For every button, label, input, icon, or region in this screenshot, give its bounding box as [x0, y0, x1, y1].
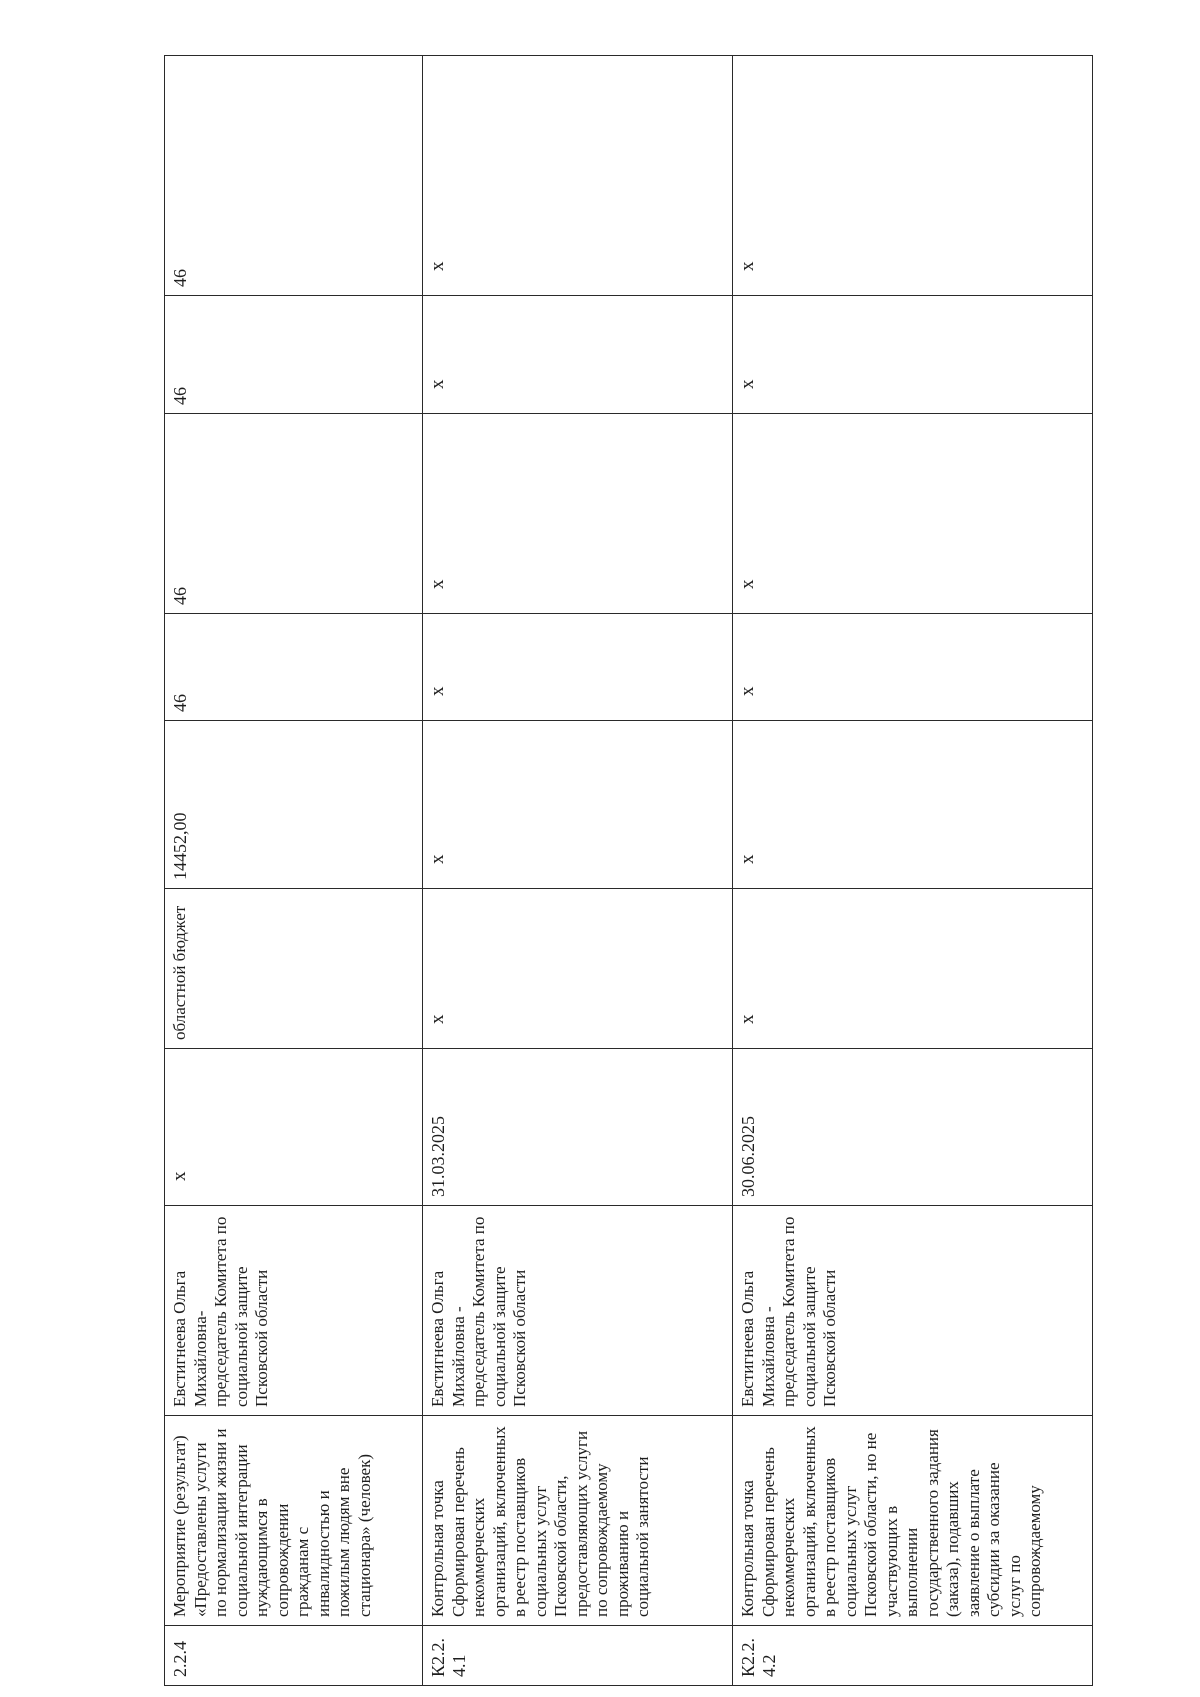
value-cell: x — [423, 56, 733, 296]
date-cell: 30.06.2025 — [733, 1049, 1093, 1206]
event-plan-table — [164, 55, 1093, 1686]
value-cell: 46 — [165, 614, 423, 721]
funding-source-cell: x — [733, 889, 1093, 1049]
event-name-cell: Контрольная точка Сформирован перечень некоммерческих организаций, включенных в реестр поставщиков социальных услуг Псковской области, но не участвующих в выполнении государственного задания (заказа), подавших заявление о выплате субсидии за оказание услуг по сопровождаемому — [733, 1416, 1093, 1626]
amount-cell: 14452,00 — [165, 721, 423, 889]
value-cell: x — [423, 614, 733, 721]
value-cell: x — [733, 296, 1093, 414]
date-cell: x — [165, 1049, 423, 1206]
date-cell: 31.03.2025 — [423, 1049, 733, 1206]
responsible-cell: Евстигнеева Ольга Михайловна- председатель Комитета по социальной защите Псковской области — [165, 1206, 423, 1416]
rotated-table-page — [164, 56, 1092, 1686]
row-number-cell: К2.2.4.2 — [733, 1626, 1093, 1686]
value-cell: x — [423, 296, 733, 414]
value-cell: 46 — [165, 296, 423, 414]
funding-source-cell: x — [423, 889, 733, 1049]
table-row — [733, 56, 1093, 1686]
event-name-cell: Контрольная точка Сформирован перечень некоммерческих организаций, включенных в реестр поставщиков социальных услуг Псковской области, предоставляющих услуги по сопровождаемому проживанию и социальной занятости — [423, 1416, 733, 1626]
value-cell: x — [423, 414, 733, 614]
value-cell: x — [733, 56, 1093, 296]
amount-cell: x — [733, 721, 1093, 889]
table-row — [423, 56, 733, 1686]
value-cell: 46 — [165, 56, 423, 296]
table-row — [165, 56, 423, 1686]
responsible-cell: Евстигнеева Ольга Михайловна - председатель Комитета по социальной защите Псковской области — [423, 1206, 733, 1416]
row-number-cell: К2.2.4.1 — [423, 1626, 733, 1686]
responsible-cell: Евстигнеева Ольга Михайловна - председатель Комитета по социальной защите Псковской области — [733, 1206, 1093, 1416]
event-name-cell: Мероприятие (результат) «Предоставлены услуги по нормализации жизни и социальной интеграции нуждающимся в сопровождении гражданам с инвалидностью и пожилым людям вне стационара» (человек) — [165, 1416, 423, 1626]
row-number-cell: 2.2.4 — [165, 1626, 423, 1686]
value-cell: x — [733, 614, 1093, 721]
funding-source-cell: областной бюджет — [165, 889, 423, 1049]
value-cell: x — [733, 414, 1093, 614]
value-cell: 46 — [165, 414, 423, 614]
amount-cell: x — [423, 721, 733, 889]
